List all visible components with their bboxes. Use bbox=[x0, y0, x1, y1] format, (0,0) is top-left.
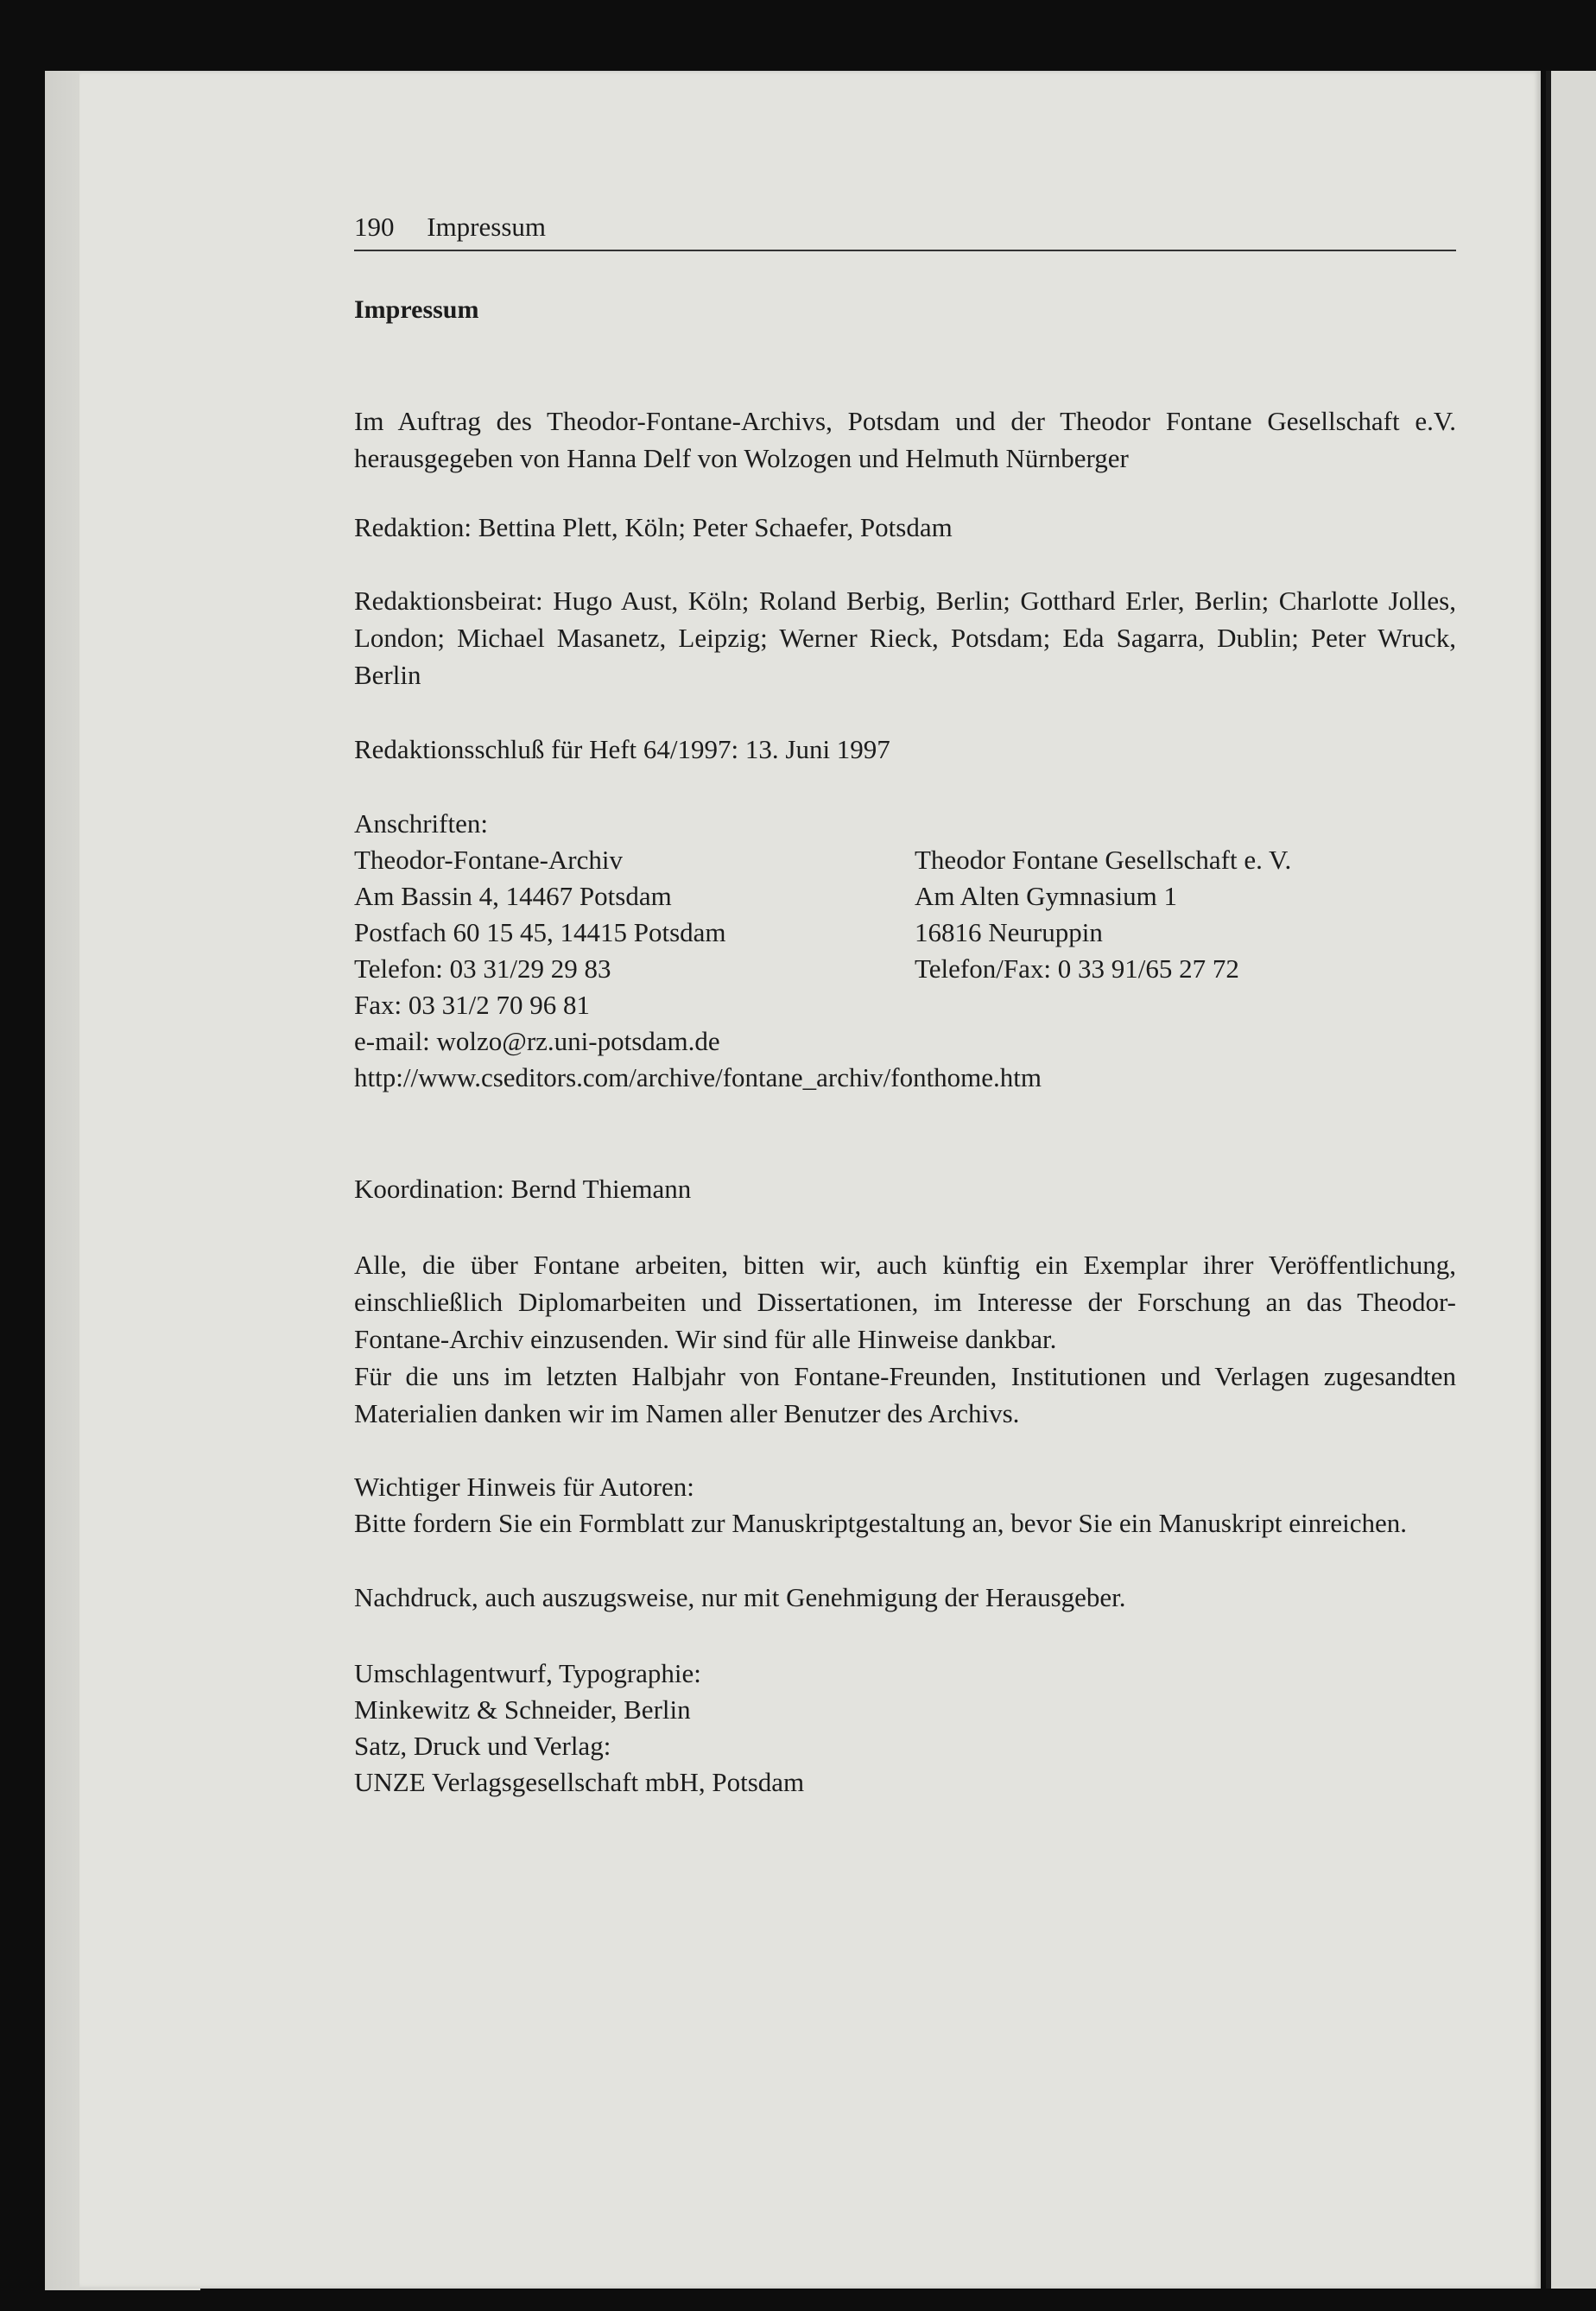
section-title: Impressum bbox=[354, 295, 479, 324]
running-title: Impressum bbox=[427, 212, 547, 242]
address-left-line: Theodor-Fontane-Archiv bbox=[354, 845, 623, 875]
page-number: 190 bbox=[354, 212, 395, 242]
email-line: e-mail: wolzo@rz.uni-potsdam.de bbox=[354, 1026, 720, 1056]
paragraph-koordination: Koordination: Bernd Thiemann bbox=[354, 1174, 692, 1204]
paragraph-redaktionsschluss: Redaktionsschluß für Heft 64/1997: 13. Juni 1997 bbox=[354, 734, 890, 764]
credits-line: Minkewitz & Schneider, Berlin bbox=[354, 1694, 691, 1725]
facing-page-edge bbox=[1546, 71, 1596, 2289]
address-right-line: 16816 Neuruppin bbox=[915, 917, 1103, 947]
addresses-heading: Anschriften: bbox=[354, 808, 488, 839]
paragraph-hinweis: Bitte fordern Sie ein Formblatt zur Manuskriptgestaltung an, bevor Sie ein Manuskript einreichen. bbox=[354, 1508, 1408, 1538]
running-head bbox=[354, 212, 1456, 251]
paragraph-nachdruck: Nachdruck, auch auszugsweise, nur mit Genehmigung der Herausgeber. bbox=[354, 1582, 1126, 1612]
paragraph-bitte: Alle, die über Fontane arbeiten, bitten wir, auch künftig ein Exemplar ihrer Veröffentlichung, einschließlich Diplomarbeiten und Dissertationen, im Interesse der Forschung an das Theodor-Fontane-Archiv einzusenden. Wir sind für alle Hinweise dankbar. bbox=[354, 1250, 1456, 1354]
address-right-line: Am Alten Gymnasium 1 bbox=[915, 881, 1177, 911]
address-left-line: Fax: 03 31/2 70 96 81 bbox=[354, 990, 590, 1020]
paragraph-auftrag: Im Auftrag des Theodor-Fontane-Archivs, Potsdam und der Theodor Fontane Gesellschaft e.V. herausgegeben von Hanna Delf von Wolzogen und Helmuth Nürnberger bbox=[354, 406, 1456, 473]
hinweis-heading: Wichtiger Hinweis für Autoren: bbox=[354, 1472, 694, 1502]
address-left-line: Postfach 60 15 45, 14415 Potsdam bbox=[354, 917, 726, 947]
credits-line: UNZE Verlagsgesellschaft mbH, Potsdam bbox=[354, 1767, 805, 1797]
paragraph-redaktion: Redaktion: Bettina Plett, Köln; Peter Schaefer, Potsdam bbox=[354, 512, 953, 542]
address-left-line: Am Bassin 4, 14467 Potsdam bbox=[354, 881, 672, 911]
paragraph-beirat: Redaktionsbeirat: Hugo Aust, Köln; Roland Berbig, Berlin; Gotthard Erler, Berlin; Charlotte Jolles, London; Michael Masanetz, Leipzig; Werner Rieck, Potsdam; Eda Sagarra, Dublin; Peter Wruck, Berlin bbox=[354, 586, 1456, 690]
credits-line: Satz, Druck und Verlag: bbox=[354, 1731, 611, 1761]
address-right-line: Telefon/Fax: 0 33 91/65 27 72 bbox=[915, 953, 1239, 984]
website-line: http://www.cseditors.com/archive/fontane_archiv/fonthome.htm bbox=[354, 1062, 1042, 1092]
credits-line: Umschlagentwurf, Typographie: bbox=[354, 1658, 701, 1688]
address-left-line: Telefon: 03 31/29 29 83 bbox=[354, 953, 611, 984]
address-right-line: Theodor Fontane Gesellschaft e. V. bbox=[915, 845, 1292, 875]
paragraph-dank: Für die uns im letzten Halbjahr von Fontane-Freunden, Institutionen und Verlagen zugesandten Materialien danken wir im Namen aller Benutzer des Archivs. bbox=[354, 1361, 1456, 1428]
